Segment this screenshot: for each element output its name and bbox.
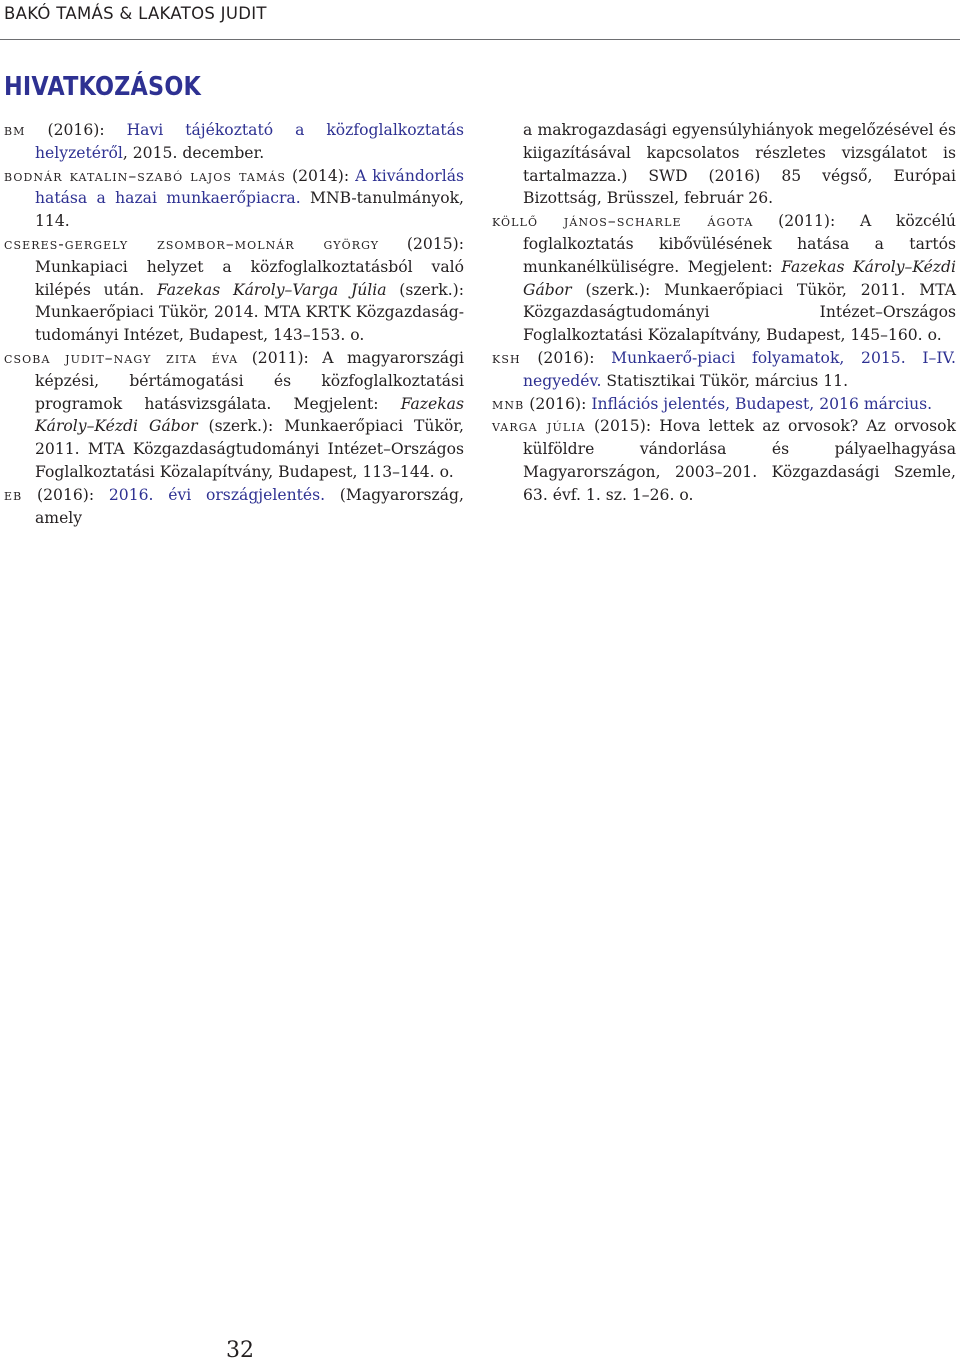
reference-text: (2016):	[520, 348, 612, 367]
reference-link[interactable]: Munkaerő-piaci folyamatok, 2015. I–IV. negyedév.	[523, 348, 956, 390]
reference-text: MNB-tanulmányok, 114.	[35, 189, 464, 231]
reference-author: eb	[4, 485, 23, 504]
reference-text: (2016):	[22, 485, 109, 504]
reference-editors: Fazekas Károly–Kézdi Gábor	[523, 257, 956, 299]
reference-entry-kollo	[492, 210, 956, 347]
reference-entry-bodnar	[4, 165, 464, 233]
reference-text: (szerk.): Munkaerőpiaci Tükör, 2011. MTA Közgazdaságtudományi Intézet–Országos Foglalkoztatási Közalapítvány, Budapest, 145–160. o.	[523, 280, 956, 345]
reference-text: (2016):	[25, 121, 127, 139]
section-title: HIVATKOZÁSOK	[4, 72, 201, 102]
reference-author: bm	[4, 121, 26, 139]
reference-text: (2015): Hova lettek az orvosok? Az orvosok külföldre vándorlása és pályaelhagyása Magyarországon, 2003–201. Közgazdasági Szemle, 63. évf. 1. sz. 1–26. o.	[523, 417, 956, 504]
reference-text: (2011): A magyarországi képzési, bértámogatási és közfoglalkoztatási programok hatásvizsgálata. Megjelent:	[35, 348, 464, 413]
reference-entry-ksh	[492, 347, 956, 393]
reference-entry-eb	[4, 484, 464, 530]
reference-author: mnb	[492, 394, 525, 413]
running-head: BAKÓ TAMÁS & LAKATOS JUDIT	[4, 4, 267, 23]
reference-entry-bm	[4, 119, 464, 165]
reference-text: , 2015. december.	[122, 143, 265, 162]
reference-editors: Fazekas Károly–Varga Júlia	[156, 280, 387, 299]
reference-link[interactable]: A kivándorlás hatása a hazai munkaerőpiacra.	[35, 166, 464, 208]
reference-entry-varga	[492, 415, 956, 506]
header-divider	[0, 39, 960, 40]
reference-text: (2016):	[524, 394, 592, 413]
reference-link[interactable]: Inflációs jelentés, Budapest, 2016 március.	[591, 394, 933, 413]
reference-text: (2011): A közcélú foglalkoztatás kibővülésének hatása a tartós munkanélküliségre. Megjelent:	[523, 212, 956, 276]
reference-text: (Magyarország, amely	[35, 485, 464, 527]
reference-editors: Fazekas Károly–Kézdi Gábor	[35, 394, 464, 436]
page-number: 32	[226, 1338, 254, 1363]
reference-author: varga júlia	[492, 417, 586, 436]
reference-author: csoba judit–nagy zita éva	[4, 348, 239, 367]
reference-text: (szerk.): Munkaerőpiaci Tükör, 2014. MTA KRTK Közgazdaság-tudományi Intézet, Budapest, 143–153. o.	[35, 280, 464, 345]
reference-text: Statisztikai Tükör, március 11.	[601, 371, 849, 390]
reference-author: köllő jános–scharle ágota	[492, 212, 754, 231]
references-left-column	[4, 119, 464, 529]
reference-link[interactable]: 2016. évi országjelentés.	[108, 485, 326, 504]
reference-entry-mnb	[492, 393, 956, 416]
reference-author: bodnár katalin–szabó lajos tamás	[4, 166, 287, 185]
reference-author: ksh	[492, 348, 521, 367]
references-right-column	[492, 119, 956, 507]
reference-text: (szerk.): Munkaerőpiaci Tükör, 2011. MTA Közgazdaságtudományi Intézet–Országos Foglalkoztatási Közalapítvány, Budapest, 113–144. o.	[35, 417, 464, 481]
reference-text: (2015): Munkapiaci helyzet a közfoglalkoztatásból való kilépés után.	[35, 234, 464, 299]
reference-link[interactable]: Havi tájékoztató a közfoglalkoztatás helyzetéről	[35, 121, 464, 162]
reference-entry-cseres	[4, 233, 464, 347]
reference-entry-eb-continued: a makrogazdasági egyensúlyhiányok megelőzésével és kiigazításával kapcsolatos részletes vizsgálatot is tartalmazza.) SWD (2016) 85 végső, Európai Bizottság, Brüsszel, február 26.	[523, 121, 956, 208]
reference-text: (2014):	[286, 166, 356, 185]
reference-author: cseres-gergely zsombor–molnár györgy	[4, 234, 380, 253]
reference-entry-csoba	[4, 347, 464, 484]
